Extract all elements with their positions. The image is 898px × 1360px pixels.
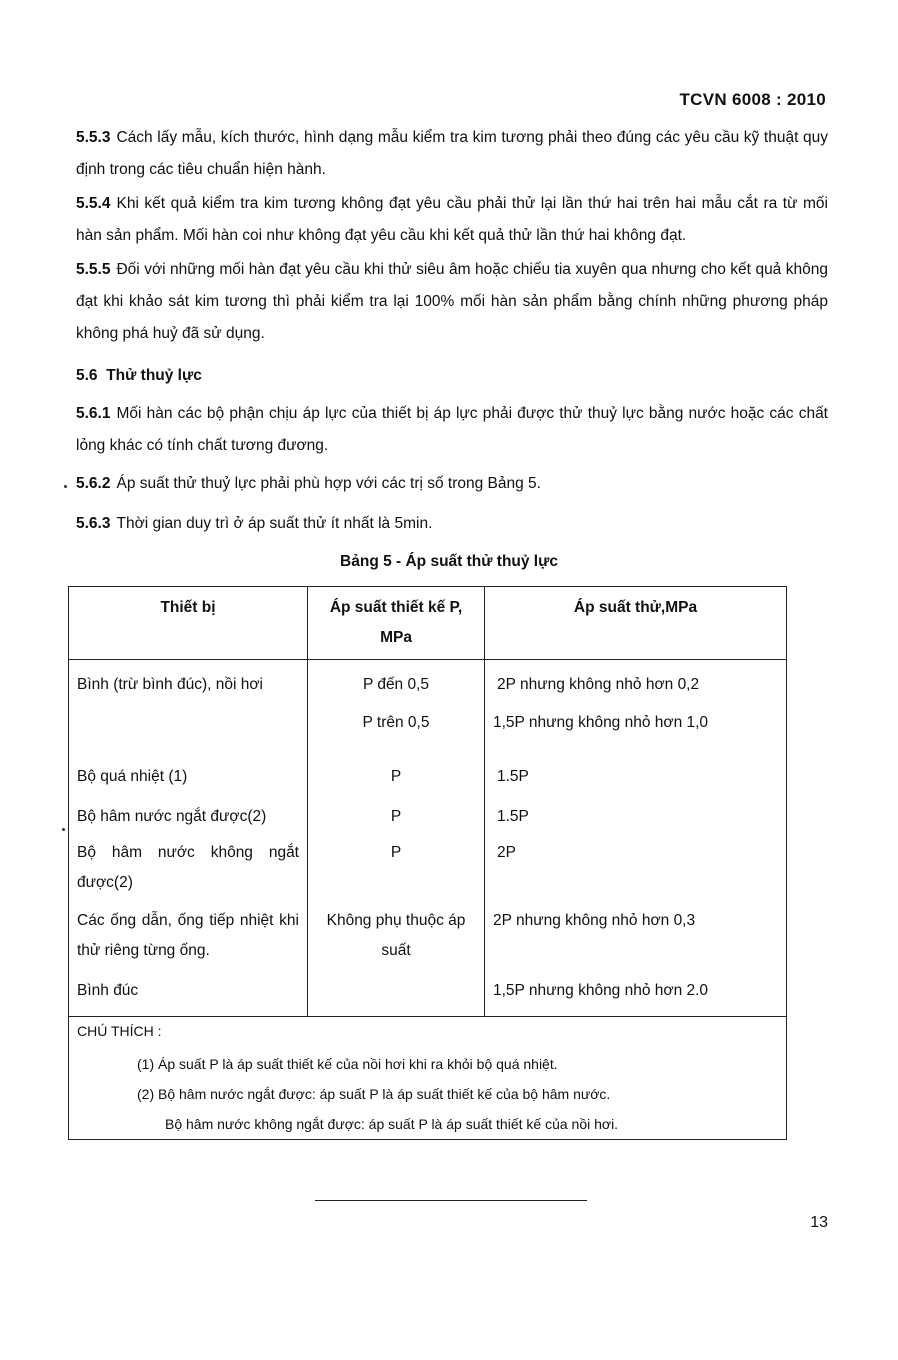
paragraph-5-5-4	[76, 188, 828, 252]
clause-text: Áp suất thử thuỷ lực phải phù hợp với các trị số trong Bảng 5.	[116, 475, 541, 492]
cell-design-pressure: P	[308, 832, 485, 898]
cell-equipment: Bộ hâm nước ngắt được(2)	[69, 792, 308, 832]
clause-number: 5.6.3	[76, 515, 111, 532]
section-title: Thử thuỷ lực	[106, 367, 202, 384]
note-item: (1) Áp suất P là áp suất thiết kế của nồi hơi khi ra khỏi bộ quá nhiệt.	[137, 1056, 558, 1072]
clause-text: Khi kết quả kiểm tra kim tương không đạt yêu cầu phải thử lại lần thứ hai trên hai mẫu cắt ra từ mối hàn sản phẩm. Mối hàn coi như không đạt yêu cầu khi kết quả thử lần thứ hai không đạt.	[76, 195, 828, 244]
cell-design-pressure: P	[308, 792, 485, 832]
cell-equipment: Bình (trừ bình đúc), nồi hơi	[69, 660, 308, 701]
cell-equipment: Bộ hâm nước không ngắt được(2)	[69, 832, 308, 898]
cell-design-pressure: P đến 0,5	[308, 660, 485, 701]
section-number: 5.6	[76, 367, 98, 384]
paragraph-5-6-1	[76, 398, 828, 462]
table-notes	[69, 1017, 787, 1140]
cell-design-pressure: Không phụ thuộc áp suất	[308, 898, 485, 966]
table-row	[69, 966, 787, 1017]
table-caption: Bảng 5 - Áp suất thử thuỷ lực	[340, 553, 558, 570]
table-notes-row	[69, 1017, 787, 1140]
table-row	[69, 898, 787, 966]
cell-test-pressure: 1,5P nhưng không nhỏ hơn 1,0	[485, 700, 787, 758]
scan-speck	[64, 485, 67, 488]
cell-test-pressure: 2P	[485, 832, 787, 898]
clause-number: 5.6.2	[76, 475, 111, 492]
table-row	[69, 758, 787, 792]
paragraph-5-6-2	[76, 468, 828, 500]
standard-code: TCVN 6008 : 2010	[679, 90, 826, 109]
cell-design-pressure: P	[308, 758, 485, 792]
cell-test-pressure: 2P nhưng không nhỏ hơn 0,3	[485, 898, 787, 966]
clause-text: Cách lấy mẫu, kích thước, hình dạng mẫu kiểm tra kim tương phải theo đúng các yêu cầu kỹ thuật quy định trong các tiêu chuẩn hiện hành.	[76, 129, 828, 178]
table-row	[69, 832, 787, 898]
paragraph-5-5-3	[76, 122, 828, 186]
cell-test-pressure: 2P nhưng không nhỏ hơn 0,2	[485, 660, 787, 701]
cell-equipment	[69, 700, 308, 758]
page-number: 13	[810, 1214, 828, 1231]
note-subitem: Bộ hâm nước không ngắt được: áp suất P là áp suất thiết kế của nồi hơi.	[165, 1116, 619, 1132]
cell-test-pressure: 1,5P nhưng không nhỏ hơn 2.0	[485, 966, 787, 1017]
paragraph-5-6-3	[76, 508, 828, 540]
header-design-pressure: Áp suất thiết kế P, MPa	[308, 587, 485, 660]
cell-equipment: Bộ quá nhiệt (1)	[69, 758, 308, 792]
footer-rule	[315, 1200, 587, 1201]
cell-design-pressure: P trên 0,5	[308, 700, 485, 758]
clause-number: 5.5.4	[76, 195, 111, 212]
note-item: (2) Bộ hâm nước ngắt được: áp suất P là áp suất thiết kế của bộ hâm nước.	[137, 1086, 611, 1102]
cell-test-pressure: 1.5P	[485, 792, 787, 832]
cell-design-pressure	[308, 966, 485, 1017]
clause-number: 5.5.3	[76, 129, 111, 146]
table-row	[69, 660, 787, 701]
cell-equipment: Bình đúc	[69, 966, 308, 1017]
pressure-test-table	[68, 586, 787, 1140]
clause-number: 5.5.5	[76, 261, 111, 278]
clause-text: Thời gian duy trì ở áp suất thử ít nhất là 5min.	[116, 515, 433, 532]
header-test-pressure: Áp suất thử,MPa	[485, 587, 787, 660]
cell-equipment: Các ống dẫn, ống tiếp nhiệt khi thử riêng từng ống.	[69, 898, 308, 966]
notes-title: CHÚ THÍCH :	[77, 1023, 162, 1039]
clause-text: Mối hàn các bộ phận chịu áp lực của thiết bị áp lực phải được thử thuỷ lực bằng nước hoặc các chất lỏng khác có tính chất tương đương.	[76, 405, 828, 454]
clause-number: 5.6.1	[76, 405, 111, 422]
table-row	[69, 700, 787, 758]
clause-text: Đối với những mối hàn đạt yêu cầu khi thử siêu âm hoặc chiếu tia xuyên qua nhưng cho kết quả không đạt khi khảo sát kim tương thì phải kiểm tra lại 100% mối hàn sản phẩm bằng chính những phương pháp không phá huỷ đã sử dụng.	[76, 261, 828, 342]
cell-test-pressure: 1.5P	[485, 758, 787, 792]
scan-speck	[62, 828, 65, 831]
paragraph-5-5-5	[76, 254, 828, 350]
section-heading	[76, 367, 202, 385]
table-header-row	[69, 587, 787, 660]
table-row	[69, 792, 787, 832]
header-equipment: Thiết bị	[69, 587, 308, 660]
